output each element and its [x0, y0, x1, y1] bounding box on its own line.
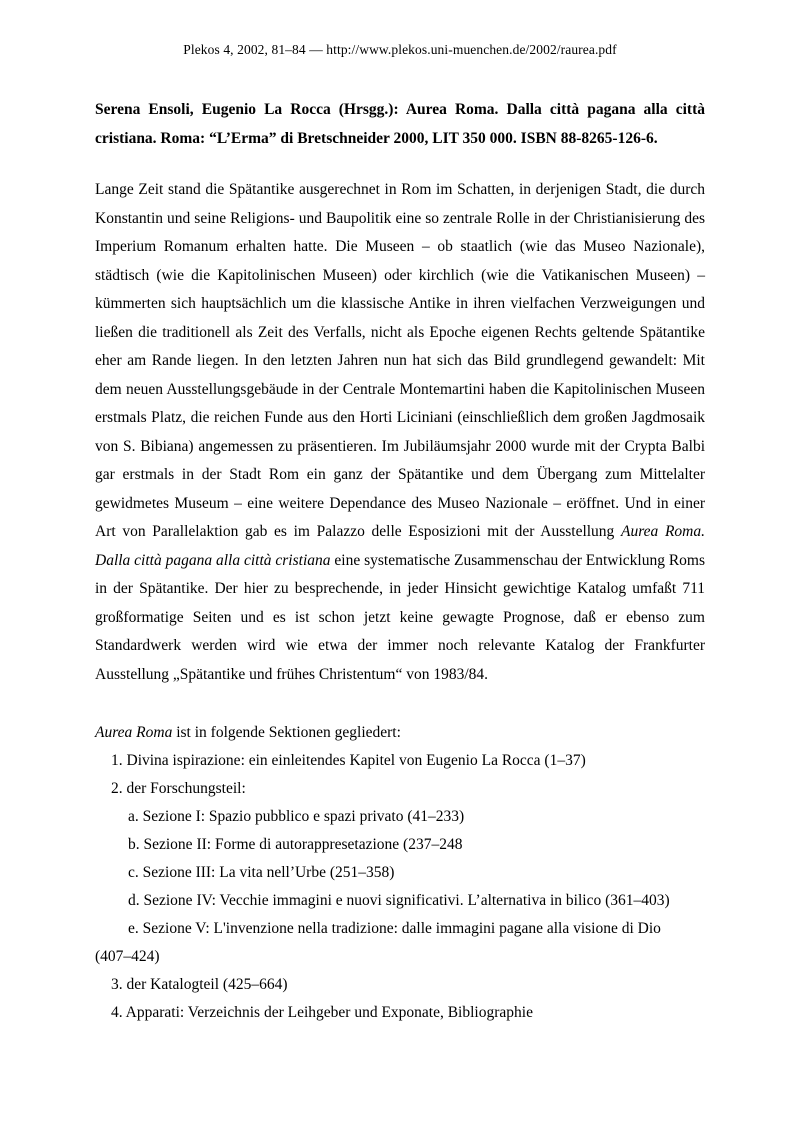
list-item-2b: b. Sezione II: Forme di autorappresetazione (237–248	[128, 836, 463, 853]
list-item-2c: c. Sezione III: La vita nell’Urbe (251–358)	[128, 864, 395, 881]
list-item-2: 2. der Forschungsteil:	[111, 780, 246, 797]
sections-intro-italic-title: Aurea Roma	[95, 724, 173, 741]
list-item-2d: d. Sezione IV: Vecchie immagini e nuovi significativi. L’alternativa in bilico (361–403)	[128, 892, 670, 909]
body-run-1: Lange Zeit stand die Spätantike ausgerechnet in Rom im Schatten, in derjenigen Stadt, die durch Konstantin und seine Religions- und Baupolitik eine so zentrale Rolle in der Christianisierung des Imperium Romanum erhalten hatte. Die Museen – ob staatlich (wie das Museo Nazionale), städtisch (wie die Kapitolinischen Museen) oder kirchlich (wie die Vatikanischen Museen) – kümmerten sich hauptsächlich um die klassische Antike in ihren vielfachen Verzweigungen und ließen die traditionell als Zeit des Verfalls, nicht als Epoche eigenen Rechts geltende Spätantike eher am Rande liegen. In den letzten Jahren nun hat sich das Bild grundlegend gewandelt: Mit dem neuen Ausstellungsgebäude in der Centrale Montemartini haben die Kapitolinischen Museen erstmals Platz, die reichen Funde aus den Horti Liciniani (einschließlich dem großen Jagdmosaik von S. Bibiana) angemessen zu präsentieren. Im Jubiläumsjahr 2000 wurde mit der Crypta Balbi gar erstmals in der Stadt Rom ein ganz der Spätantike und dem Übergang zum Mittelalter gewidmetes Museum – eine weitere Dependance des Museo Nazionale – eröffnet. Und in einer Art von Parallelaktion gab es im Palazzo delle Esposizioni mit der Ausstellung	[95, 181, 705, 540]
list-item-4: 4. Apparati: Verzeichnis der Leihgeber und Exponate, Bibliographie	[111, 1004, 533, 1021]
body-run-3: eine systematische Zusammenschau der Entwicklung Roms in der Spätantike. Der hier zu besprechende, in jeder Hinsicht gewichtige Katalog umfaßt 711 großformatige Seiten und es ist schon jetzt keine gewagte Prognose, daß er ebenso zum Standardwerk werden wird wie etwa der immer noch relevante Katalog der Frankfurter Ausstellung „Spätantike und frühes Christentum“ von 1983/84.	[95, 551, 706, 683]
review-title	[95, 95, 705, 153]
review-title-text: Serena Ensoli, Eugenio La Rocca (Hrsgg.): Aurea Roma. Dalla città pagana alla città cristiana. Roma: “L’Erma” di Bretschneider 2000, LIT 350 000. ISBN 88-8265-126-6.	[95, 101, 705, 147]
sections-intro-line	[95, 719, 705, 747]
list-item-2e: e. Sezione V: L'invenzione nella tradizione: dalle immagini pagane alla visione di Dio	[128, 920, 661, 937]
list-item-1: 1. Divina ispirazione: ein einleitendes Kapitel von Eugenio La Rocca (1–37)	[111, 752, 586, 769]
review-body-paragraph	[95, 176, 705, 689]
list-item-3: 3. der Katalogteil (425–664)	[111, 976, 288, 993]
list-item-2e-continuation: (407–424)	[95, 948, 160, 965]
sections-list	[95, 747, 705, 1027]
running-header: Plekos 4, 2002, 81–84 — http://www.plekos.uni-muenchen.de/2002/raurea.pdf	[183, 42, 617, 57]
sections-intro-text: ist in folgende Sektionen gegliedert:	[172, 724, 401, 741]
body-run-italic-exhibition-title: Aurea Roma. Dalla città pagana alla città cristiana	[95, 523, 705, 569]
list-item-2a: a. Sezione I: Spazio pubblico e spazi privato (41–233)	[128, 808, 465, 825]
